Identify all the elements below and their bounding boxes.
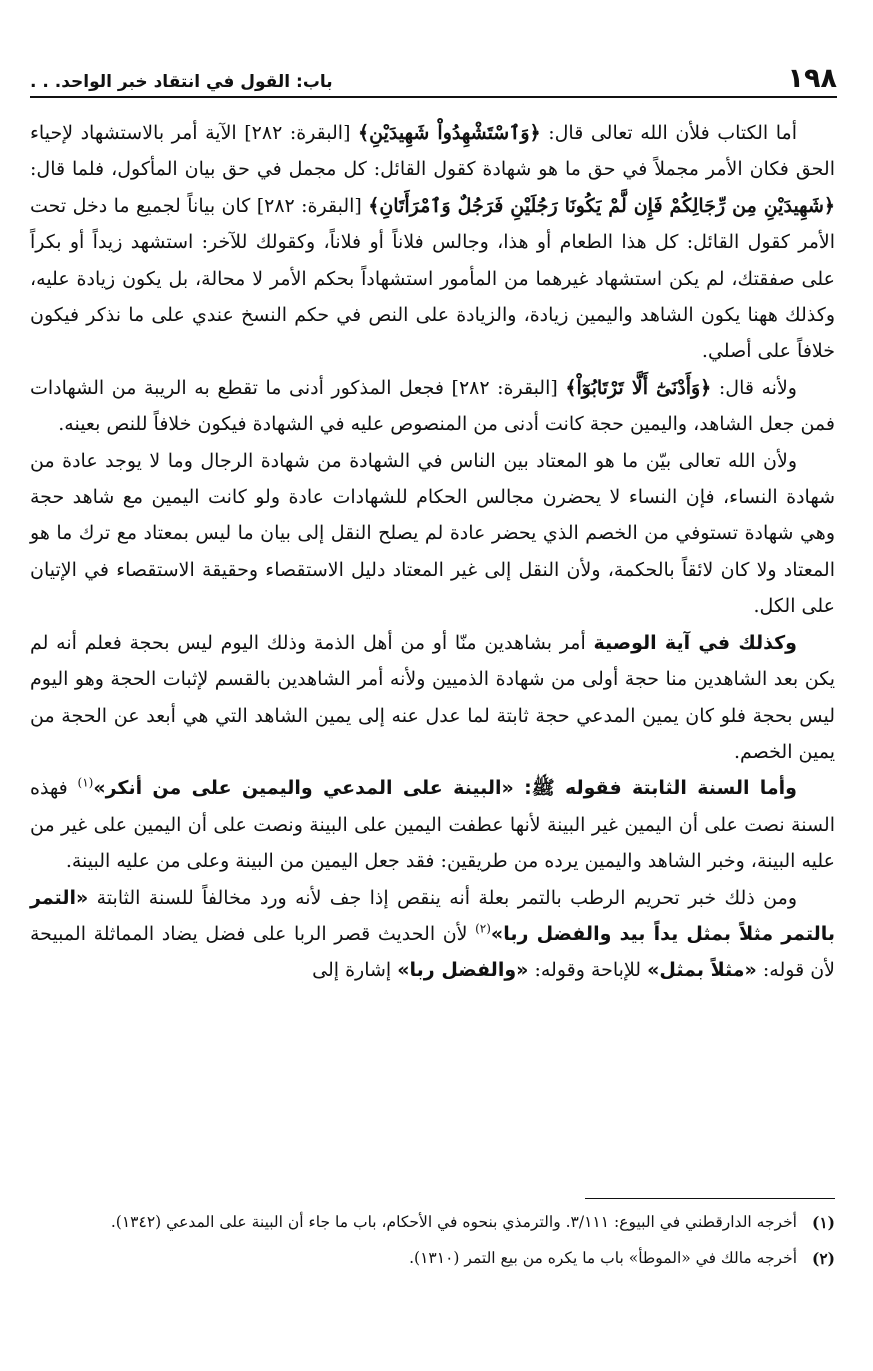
text-run: [البقرة: ٢٨٢] فجعل المذكور أدنى ما تقطع به الريبة من الشهادات فمن جعل الشاهد، واليمين حجة كانت أدنى من المنصوص عليه في الشهادة فيكون خلافاً للنص بعينه. bbox=[30, 376, 835, 436]
footnote-reference: (١) bbox=[77, 775, 94, 790]
text-run: أما الكتاب فلأن الله تعالى قال: bbox=[540, 122, 797, 144]
quran-quote: ﴿وَأَدْنَىٰٓ أَلَّا تَرْتَابُوٓاْ﴾ bbox=[565, 376, 712, 399]
bold-phrase: «والفضل ربا» bbox=[397, 959, 529, 982]
paragraph bbox=[30, 880, 835, 989]
paragraph bbox=[30, 770, 835, 879]
footnote bbox=[30, 1244, 835, 1273]
text-run: ومن ذلك خبر تحريم الرطب بالتمر بعلة أنه ينقص إذا جف لأنه ورد مخالفاً للسنة الثابتة bbox=[88, 886, 797, 909]
page-number: ١٩٨ bbox=[787, 63, 837, 94]
main-text bbox=[30, 115, 835, 989]
running-head: باب: القول في انتقاد خبر الواحد. . . bbox=[30, 72, 333, 92]
text-run: لأن الحديث قصر الربا على فضل يضاد المماثلة المبيحة لأن قوله: bbox=[30, 922, 835, 982]
footnotes bbox=[30, 1208, 835, 1273]
footnote-number: (١) bbox=[811, 1213, 835, 1232]
text-run: [البقرة: ٢٨٢] الآية أمر بالاستشهاد لإحياء الحق فكان الأمر مجملاً في حق ما هو شهادة كقول القائل: كل مجمل في حق بيان المأكول، فلما قال: bbox=[30, 122, 835, 181]
bold-phrase: وأما السنة الثابتة فقوله ﷺ: «البينة على المدعي واليمين على من أنكر» bbox=[93, 777, 797, 800]
footnote-separator bbox=[585, 1198, 835, 1199]
footnote-text: أخرجه الدارقطني في البيوع: ٣/١١١. والترمذي بنحوه في الأحكام، باب ما جاء أن البينة على المدعي (١٣٤٢). bbox=[110, 1213, 797, 1231]
paragraph bbox=[30, 115, 835, 370]
text-run: للإباحة وقوله: bbox=[528, 959, 648, 982]
quran-quote: ﴿وَٱسْتَشْهِدُواْ شَهِيدَيْنِ﴾ bbox=[358, 122, 541, 144]
paragraph bbox=[30, 443, 835, 625]
footnote-reference: (٢) bbox=[475, 921, 491, 936]
footnote-number: (٢) bbox=[811, 1249, 835, 1268]
footnote bbox=[30, 1208, 835, 1237]
page-header bbox=[30, 56, 837, 98]
bold-phrase: «مثلاً بمثل» bbox=[647, 959, 757, 982]
text-run: فهذه السنة نصت على أن اليمين غير البينة لأنها عطفت اليمين على البينة ونصت على أن اليمين على غير من عليه البينة، وخبر الشاهد واليمين يرده من طريقين: فقد جعل اليمين من البينة وعلى من عليه البينة. bbox=[30, 777, 835, 873]
text-run: أمر بشاهدين منّا أو من أهل الذمة وذلك اليوم ليس بحجة فعلم أنه لم يكن بعد الشاهدين منا حجة أولى من شهادة الذميين ولأنه أمر الشاهدين بالقسم لإثبات الحجة وهو اليوم ليس بحجة فلو كان يمين المدعي حجة ثابتة لما عدل عنه إلى يمين الشاهد التي هي أبعد عن الحجة من يمين الخصم. bbox=[30, 631, 835, 763]
paragraph bbox=[30, 625, 835, 771]
bold-phrase: «التمر بالتمر مثلاً بمثل يداً بيد والفضل ربا» bbox=[30, 886, 835, 945]
text-run: ولأنه قال: bbox=[711, 376, 797, 399]
bold-phrase: وكذلك في آية الوصية bbox=[593, 631, 797, 654]
text-run: ولأن الله تعالى بيّن ما هو المعتاد بين الناس في الشهادة من شهادة الرجال وما لا يوجد عادة من شهادة النساء، فإن النساء لا يحضرن مجالس الحكام للشهادات عادة ولو كانت اليمين مع شاهد حجة وهي شهادة تستوفي من الخصم الذي يحضر عادة لم يصلح النقل إلى بيان ما ليس بمعتاد مع ترك ما هو المعتاد ولا كان لائقاً بالحكمة، ولأن النقل إلى غير المعتاد دليل الاستقصاء وحقيقة الاستقصاء في الإتيان على الكل. bbox=[30, 449, 835, 618]
text-run: إشارة إلى bbox=[312, 959, 398, 982]
text-run: [البقرة: ٢٨٢] كان بياناً لجميع ما دخل تحت الأمر كقول القائل: كل هذا الطعام أو هذا، وجالس فلاناً أو فلاناً، وكقولك للآخر: استشهد زيداً أو بكراً على صفقتك، لم يكن استشهاد غيرهما من المأمور استشهاداً بحكم الأمر لا محالة، بل يكون زيادة عليه، وكذلك ههنا يكون الشاهد واليمين زيادة، والزيادة على النص في حكم النسخ عندي على ما نذكر فيكون خلافاً على أصلي. bbox=[30, 194, 835, 363]
footnote-text: أخرجه مالك في «الموطأ» باب ما يكره من بيع التمر (١٣١٠). bbox=[409, 1249, 797, 1267]
paragraph bbox=[30, 370, 835, 443]
quran-quote: ﴿شَهِيدَيْنِ مِن رِّجَالِكُمْ فَإِن لَّمْ يَكُونَا رَجُلَيْنِ فَرَجُلٌ وَٱمْرَأَتَانِ﴾ bbox=[368, 194, 835, 217]
